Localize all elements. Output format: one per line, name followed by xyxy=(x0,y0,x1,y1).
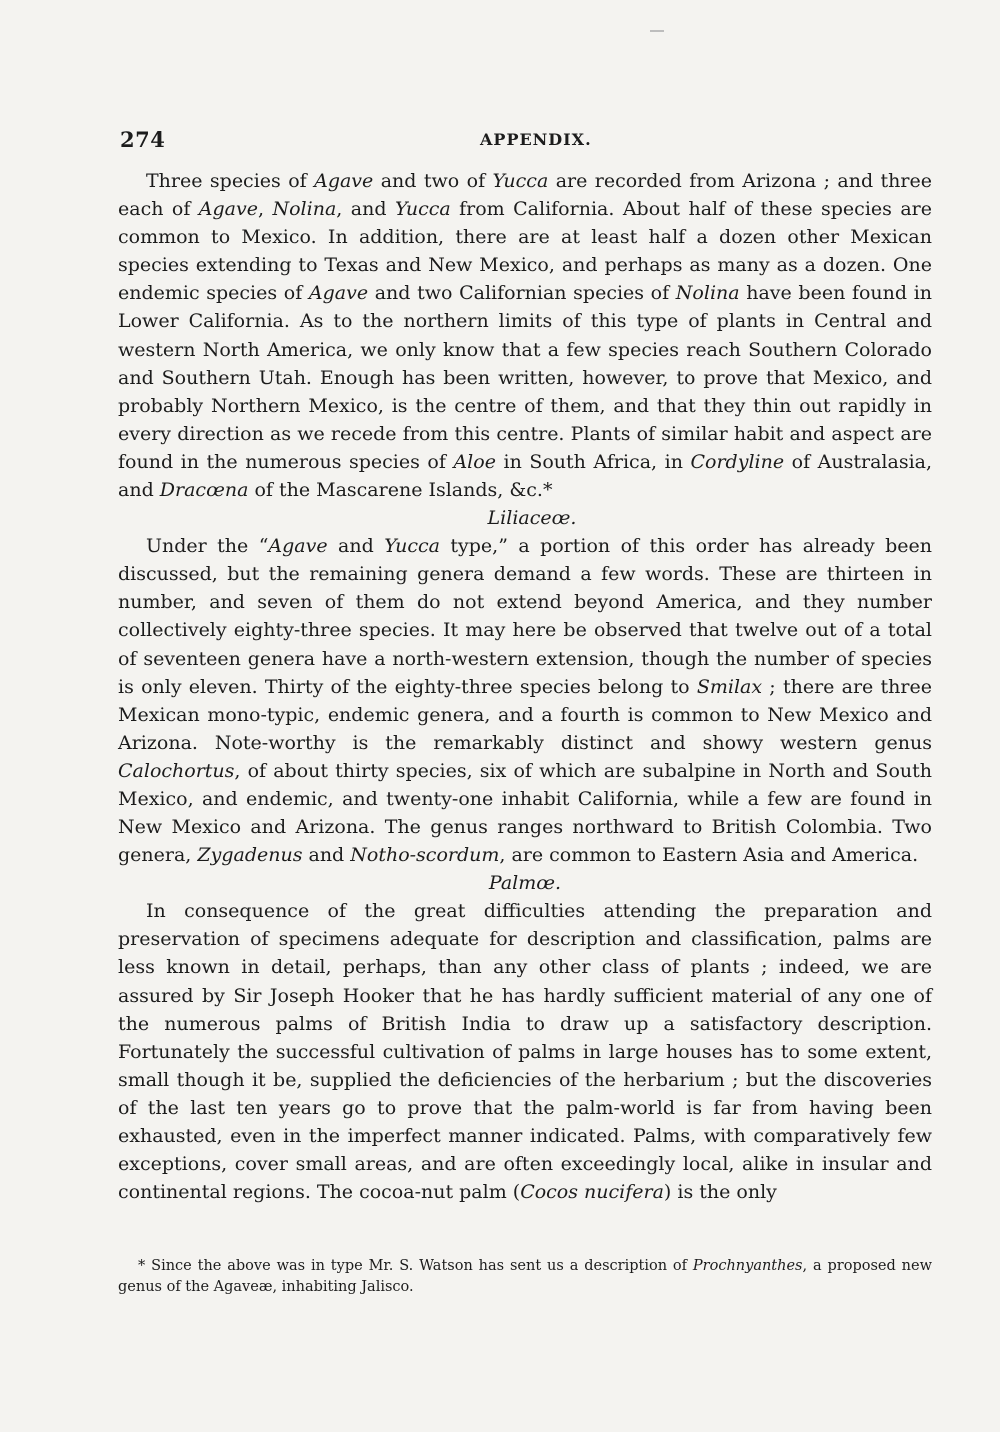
page-number: 274 xyxy=(120,127,166,152)
body-text xyxy=(118,167,932,1206)
paragraph-palmae: In consequence of the great difficulties attending the preparation and preservation of specimens adequate for description and classification, palms are less known in detail, perhaps, than any other class of plants ; indeed, we are assured by Sir Joseph Hooker that he has hardly sufficient material of any one of the numerous palms of British India to draw up a satisfactory description. Fortunately the successful cultivation of palms in large houses has to some extent, small though it be, supplied the deficiencies of the herbarium ; but the discoveries of the last ten years go to prove that the palm-world is far from having been exhausted, even in the imperfect manner indicated. Palms, with comparatively few exceptions, cover small areas, and are often exceedingly local, alike in insular and continental regions. The cocoa-nut palm (Cocos nucifera) is the only xyxy=(118,900,932,1204)
section-heading-liliaceae: Liliaceœ. xyxy=(487,507,577,530)
smudge-mark xyxy=(650,30,664,32)
footnote xyxy=(118,1256,932,1298)
section-heading-palmae: Palmœ. xyxy=(488,872,562,895)
paragraph-agave-yucca: Three species of Agave and two of Yucca are recorded from Arizona ; and three each of Agave, Nolina, and Yucca from California. About half of these species are common to Mexico. In addition, there are at least half a dozen other Mexican species extending to Texas and New Mexico, and perhaps as many as a dozen. One endemic species of Agave and two Californian species of Nolina have been found in Lower California. As to the northern limits of this type of plants in Central and western North America, we only know that a few species reach Southern Colorado and Southern Utah. Enough has been written, however, to prove that Mexico, and probably Northern Mexico, is the centre of them, and that they thin out rapidly in every direction as we recede from this centre. Plants of similar habit and aspect are found in the numerous species of Aloe in South Africa, in Cordyline of Australasia, and Dracœna of the Mascarene Islands, &c.* xyxy=(118,170,933,502)
footnote-text: * Since the above was in type Mr. S. Watson has sent us a description of Prochnyanthes, a proposed new genus of the Agaveæ, inhabiting Jalisco. xyxy=(118,1258,932,1295)
running-head: APPENDIX. xyxy=(480,130,592,149)
page-header xyxy=(120,127,932,159)
paragraph-liliaceae: Under the “Agave and Yucca type,” a portion of this order has already been discussed, but the remaining genera demand a few words. These are thirteen in number, and seven of them do not extend beyond America, and they number collectively eighty-three species. It may here be observed that twelve out of a total of seventeen genera have a north-western extension, though the number of species is only eleven. Thirty of the eighty-three species belong to Smilax ; there are three Mexican mono-typic, endemic genera, and a fourth is common to New Mexico and Arizona. Note-worthy is the remarkably distinct and showy western genus Calochortus, of about thirty species, six of which are subalpine in North and South Mexico, and endemic, and twenty-one inhabit California, while a few are found in New Mexico and Arizona. The genus ranges northward to British Colombia. Two genera, Zygadenus and Notho-scordum, are common to Eastern Asia and America. xyxy=(118,535,933,867)
